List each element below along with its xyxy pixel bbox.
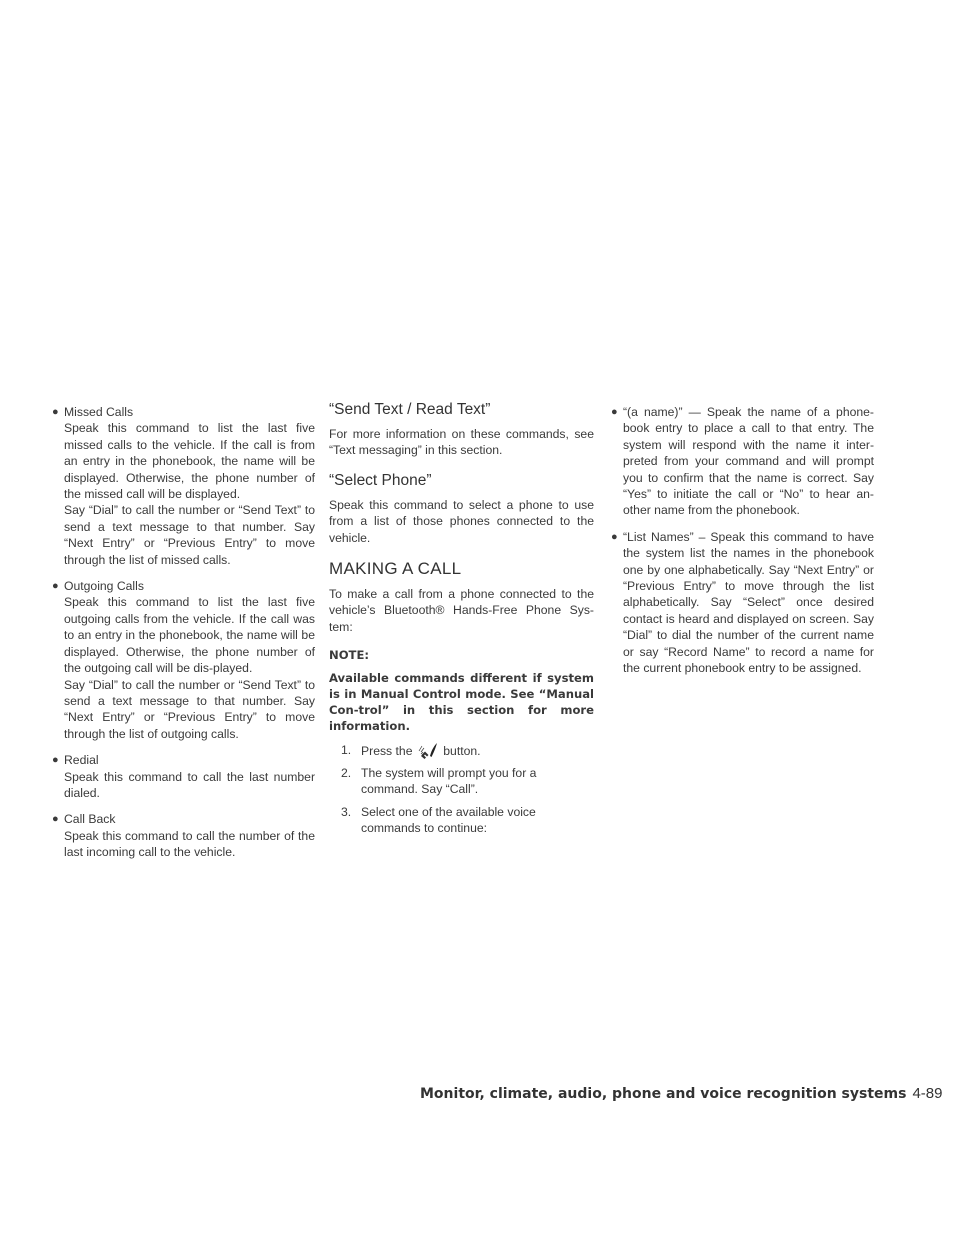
heading-making-a-call: MAKING A CALL <box>329 559 462 579</box>
step-3 <box>329 804 594 837</box>
item-title: Redial <box>64 753 99 768</box>
list-item-missed-calls <box>50 404 315 568</box>
item-extra: Say “Dial” to call the number or “Send Text” to send a text message to that number. Say “Next Entry” or “Previous Entry” to move through the list of outgoing calls. <box>64 677 315 741</box>
note-label: NOTE: <box>329 648 370 663</box>
bullet: ● <box>52 580 59 593</box>
list-item-outgoing-calls <box>50 578 315 742</box>
column-1 <box>50 404 315 871</box>
step-text-pre: Press the <box>361 743 413 758</box>
item-title: Call Back <box>64 812 116 827</box>
heading-send-read-text: “Send Text / Read Text” <box>329 401 491 418</box>
item-description: Speak this command to list the last five outgoing calls from the vehicle. If the call was to an entry in the phonebook, the name will be displayed. Otherwise, the phone number of the outgoing call will be dis-played. <box>64 595 315 676</box>
step-number: 2. <box>341 766 352 781</box>
bullet: ● <box>611 530 618 543</box>
page-number: 4-89 <box>912 1085 943 1102</box>
step-text: The system will prompt you for a command. Say “Call”. <box>361 766 537 797</box>
step-1 <box>329 742 594 759</box>
item-description: Speak this command to call the last number dialed. <box>64 769 315 800</box>
heading-select-phone: “Select Phone” <box>329 471 432 489</box>
step-number: 3. <box>341 804 352 819</box>
note-body: Available commands different if system is in Manual Control mode. See “Manual Con-trol” in this section for more information. <box>329 670 594 733</box>
step-text-post: button. <box>443 743 481 758</box>
list-item-list-names <box>609 529 874 677</box>
column-2 <box>329 400 594 843</box>
page-footer <box>420 1085 943 1102</box>
step-number: 1. <box>341 742 352 757</box>
item-text: “(a name)” — Speak the name of a phone-book entry to place a call to that entry. The system will respond with the name it inter-preted from your command and will prompt you to confirm that the name is correct. Say “Yes” to initiate the call or “No” to hear an-other name from the phonebook. <box>623 405 874 518</box>
bullet: ● <box>611 406 618 418</box>
item-text: “List Names” – Speak this command to have the system list the names in the phonebook one by one alphabetically. Say “Next Entry” or “Previous Entry” to move through the list alphabetically. Say “Select” once desired contact is heard and displayed on screen. Say “Dial” to dial the number of the current name or say “Record Name” to record a name for the current phonebook entry to be assigned. <box>623 529 874 676</box>
item-description: Speak this command to call the number of the last incoming call to the vehicle. <box>64 828 315 860</box>
paragraph-making-a-call: To make a call from a phone connected to the vehicle’s Bluetooth® Hands-Free Phone Sys-tem: <box>329 587 594 634</box>
bullet: ● <box>52 406 59 418</box>
step-text: Select one of the available voice commands to continue: <box>361 804 536 836</box>
item-title: Missed Calls <box>64 405 134 419</box>
list-item-call-back <box>50 811 315 860</box>
phone-talk-icon <box>418 742 438 758</box>
item-extra: Say “Dial” to call the number or “Send Text” to send a text message to that number. Say “Next Entry” or “Previous Entry” to move through the list of missed calls. <box>64 503 315 567</box>
bullet: ● <box>52 754 59 767</box>
bullet: ● <box>52 813 59 826</box>
step-2 <box>329 765 594 798</box>
steps-list <box>329 742 594 837</box>
item-title: Outgoing Calls <box>64 579 144 594</box>
paragraph-send-read-text: For more information on these commands, see “Text messaging” in this section. <box>329 427 594 458</box>
item-description: Speak this command to list the last five missed calls to the vehicle. If the call is from an entry in the phonebook, the name will be displayed. Otherwise, the phone number of the missed call will be displayed. <box>64 421 315 502</box>
column-3 <box>609 404 874 687</box>
footer-section-title: Monitor, climate, audio, phone and voice recognition systems <box>420 1086 907 1102</box>
list-item-redial <box>50 752 315 801</box>
list-item-a-name <box>609 404 874 519</box>
paragraph-select-phone: Speak this command to select a phone to use from a list of those phones connected to the vehicle. <box>329 497 594 545</box>
